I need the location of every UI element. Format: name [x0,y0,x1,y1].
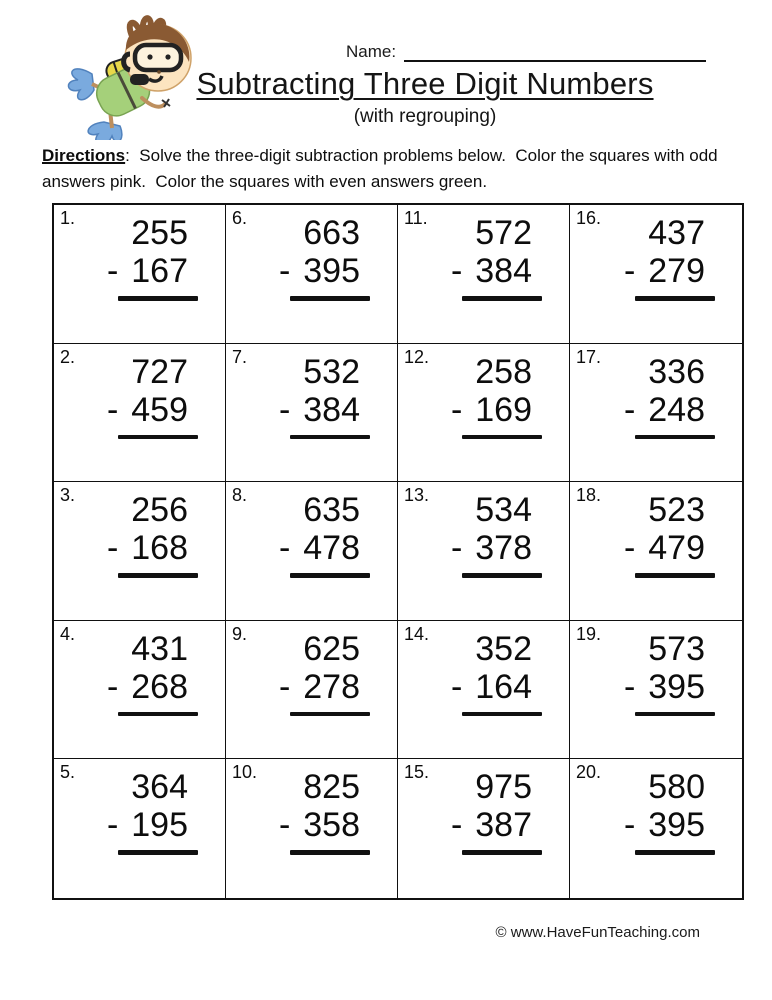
problem-cell [226,344,398,483]
problem-cell [226,205,398,344]
problem-cell [398,205,570,344]
problem-cell [54,759,226,898]
problem-cell [398,482,570,621]
minuend: 572 [475,214,532,252]
problem-cell [226,759,398,898]
minuend: 975 [475,768,532,807]
problem-cell [398,621,570,760]
problem-number: 10. [232,762,258,783]
minuend: 258 [475,352,532,391]
answer-line [290,435,370,440]
directions-text: : Solve the three-digit subtraction problems below. Color the squares with odd answers pink. Color the squares with even answers green. [42,146,723,192]
name-label: Name: [346,42,397,61]
minuend: 635 [303,491,360,530]
problem-number: 5. [60,762,76,783]
subtraction-problem [279,354,363,440]
subtraction-problem [279,631,363,717]
subtrahend: 358 [303,806,360,845]
minuend: 625 [303,629,360,668]
subtraction-problem [624,631,708,717]
answer-line [290,850,370,855]
problem-number: 18. [576,485,602,506]
subtraction-problem [279,215,363,301]
subtraction-problem [107,769,191,855]
problem-number: 6. [232,208,248,228]
minus-sign: - [450,252,463,291]
answer-line [635,850,715,855]
page-subtitle: (with regrouping) [353,106,497,127]
subtrahend: 479 [648,529,705,568]
minus-sign: - [106,252,119,291]
minuend: 663 [303,214,360,252]
answer-line [462,435,542,440]
subtrahend: 278 [303,667,360,706]
minuend: 727 [131,352,188,391]
minus-sign: - [450,667,463,706]
problem-cell [54,482,226,621]
minuend: 534 [475,491,532,530]
problem-number: 12. [404,346,430,367]
minuend: 431 [131,629,188,668]
answer-line [462,712,542,717]
subtrahend: 169 [475,390,532,429]
problem-cell [226,482,398,621]
minuend: 256 [131,491,188,530]
answer-line [118,573,198,578]
answer-line [118,850,198,855]
directions [42,143,734,196]
minus-sign: - [450,529,463,568]
subtraction-problem [451,631,535,717]
problem-number: 2. [60,346,76,367]
answer-line [635,296,715,301]
subtraction-problem [451,354,535,440]
name-row [346,42,706,62]
subtraction-problem [624,769,708,855]
problem-cell [398,344,570,483]
answer-line [290,296,370,301]
subtraction-problem [107,631,191,717]
answer-line [635,573,715,578]
subtrahend: 164 [475,667,532,706]
minuend: 825 [303,768,360,807]
minus-sign: - [278,806,291,845]
subtraction-problem [107,215,191,301]
subtraction-problem [279,492,363,578]
subtrahend: 395 [648,806,705,845]
problem-cell [570,205,742,344]
minus-sign: - [106,806,119,845]
problems-grid [52,203,744,900]
subtraction-problem [451,215,535,301]
answer-line [462,573,542,578]
minus-sign: - [450,806,463,845]
subtraction-problem [451,492,535,578]
answer-line [635,712,715,717]
minuend: 523 [648,491,705,530]
problem-number: 20. [576,762,602,783]
problem-cell [398,759,570,898]
subtrahend: 378 [475,529,532,568]
subtrahend: 195 [131,806,188,845]
problem-number: 9. [232,623,248,644]
subtrahend: 384 [475,252,532,291]
answer-line [462,296,542,301]
problem-cell [54,621,226,760]
subtraction-problem [107,492,191,578]
minus-sign: - [278,529,291,568]
subtrahend: 248 [648,390,705,429]
subtraction-problem [624,492,708,578]
minus-sign: - [623,806,636,845]
subtraction-problem [107,354,191,440]
answer-line [635,435,715,440]
minuend: 437 [648,214,705,252]
minus-sign: - [278,252,291,291]
problem-number: 3. [60,485,76,506]
problem-cell [226,621,398,760]
problem-cell [54,344,226,483]
subtraction-problem [624,354,708,440]
minus-sign: - [106,390,119,429]
problem-number: 7. [232,346,248,367]
answer-line [290,712,370,717]
problem-cell [570,344,742,483]
problem-number: 1. [60,208,76,228]
minuend: 364 [131,768,188,807]
subtraction-problem [279,769,363,855]
subtrahend: 459 [131,390,188,429]
subtrahend: 268 [131,667,188,706]
minus-sign: - [450,390,463,429]
minus-sign: - [106,667,119,706]
minus-sign: - [278,390,291,429]
subtraction-problem [451,769,535,855]
problem-cell [570,621,742,760]
problem-number: 19. [576,623,602,644]
minus-sign: - [106,529,119,568]
subtrahend: 167 [131,252,188,291]
answer-line [118,712,198,717]
problem-number: 15. [404,762,430,783]
minuend: 532 [303,352,360,391]
problem-number: 8. [232,485,248,506]
answer-line [118,296,198,301]
problem-number: 13. [404,485,430,506]
minuend: 352 [475,629,532,668]
minuend: 573 [648,629,705,668]
minuend: 336 [648,352,705,391]
problem-number: 16. [576,208,602,228]
problem-number: 14. [404,623,430,644]
answer-line [290,573,370,578]
problem-number: 11. [404,208,428,228]
minus-sign: - [623,390,636,429]
page-title: Subtracting Three Digit Numbers [196,66,654,101]
answer-line [462,850,542,855]
directions-label: Directions [42,146,126,165]
name-blank-line [404,44,706,62]
problem-cell [570,482,742,621]
problem-number: 17. [576,346,602,367]
problem-number: 4. [60,623,76,644]
subtrahend: 168 [131,529,188,568]
subtrahend: 387 [475,806,532,845]
problem-cell [54,205,226,344]
minus-sign: - [278,667,291,706]
problem-cell [570,759,742,898]
subtrahend: 395 [648,667,705,706]
subtrahend: 384 [303,390,360,429]
subtrahend: 279 [648,252,705,291]
subtrahend: 478 [303,529,360,568]
minuend: 255 [131,214,188,252]
minus-sign: - [623,252,636,291]
copyright-footer: © www.HaveFunTeaching.com [495,924,700,941]
minus-sign: - [623,667,636,706]
subtraction-problem [624,215,708,301]
subtrahend: 395 [303,252,360,291]
minuend: 580 [648,768,705,807]
answer-line [118,435,198,440]
minus-sign: - [623,529,636,568]
